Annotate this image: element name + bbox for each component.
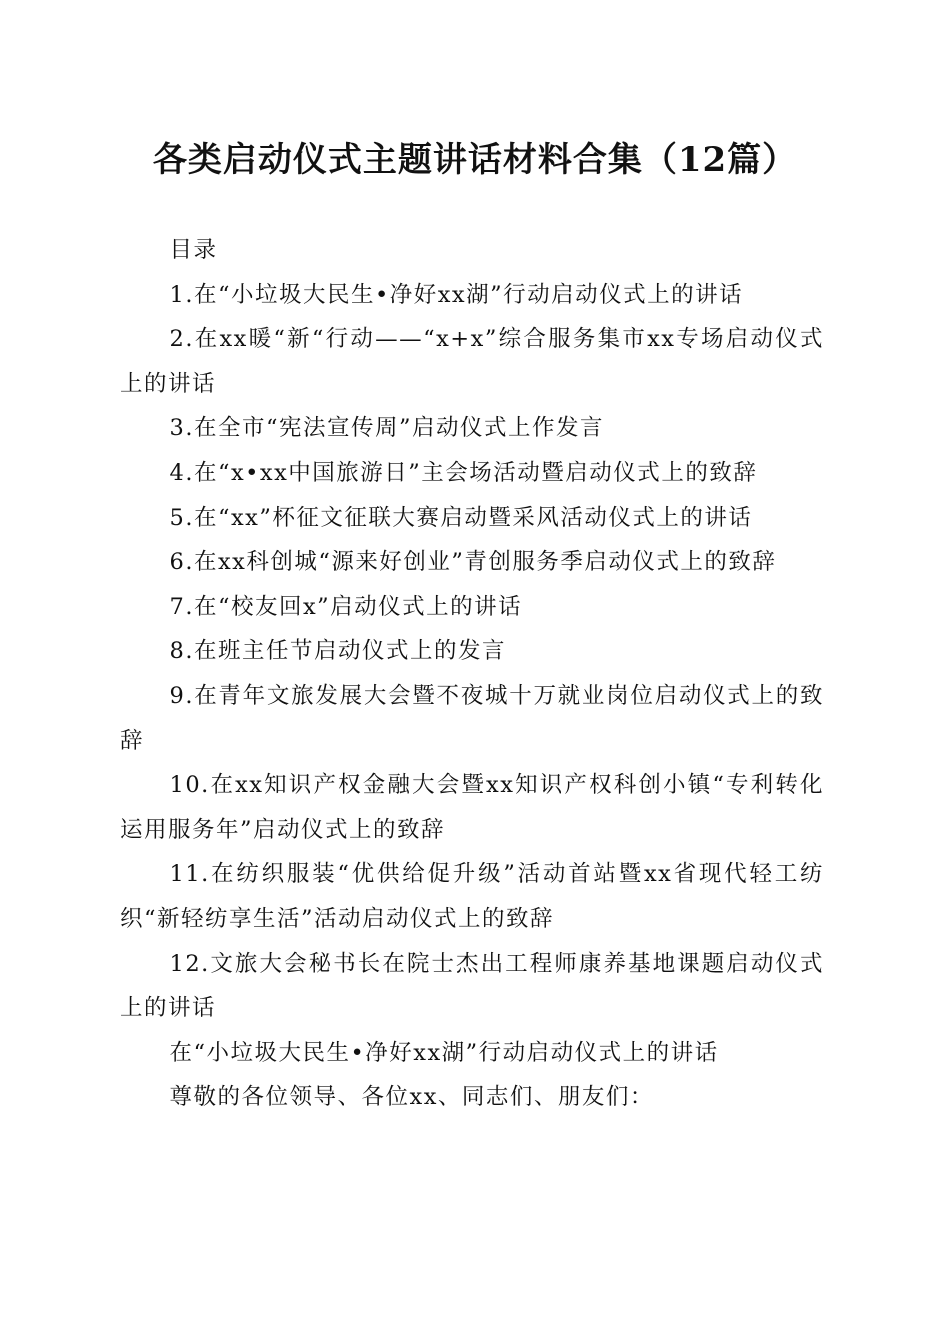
document-body	[120, 228, 824, 1120]
toc-item-4: 4.在“x•xx中国旅游日”主会场活动暨启动仪式上的致辞	[169, 459, 758, 486]
toc-item-11: 11.在纺织服装“优供给促升级”活动首站暨xx省现代轻工纺织“新轻纺享生活”活动启动仪式上的致辞	[120, 861, 824, 932]
greeting-line: 尊敬的各位领导、各位xx、同志们、朋友们：	[169, 1084, 654, 1111]
toc-item-1: 1.在“小垃圾大民生•净好xx湖”行动启动仪式上的讲话	[169, 281, 744, 308]
toc-item-3: 3.在全市“宪法宣传周”启动仪式上作发言	[169, 415, 604, 442]
toc-item-12: 12.文旅大会秘书长在院士杰出工程师康养基地课题启动仪式上的讲话	[120, 950, 824, 1022]
section-title: 在“小垃圾大民生•净好xx湖”行动启动仪式上的讲话	[169, 1039, 719, 1066]
toc-item-9: 9.在青年文旅发展大会暨不夜城十万就业岗位启动仪式上的致辞	[120, 682, 824, 754]
document-title: 各类启动仪式主题讲话材料合集（12篇）	[152, 140, 798, 180]
toc-heading: 目录	[169, 237, 218, 263]
toc-item-5: 5.在“xx”杯征文征联大赛启动暨采风活动仪式上的讲话	[169, 504, 753, 531]
toc-item-8: 8.在班主任节启动仪式上的发言	[169, 638, 506, 665]
toc-item-2: 2.在xx暖“新“行动——“x+x”综合服务集市xx专场启动仪式上的讲话	[120, 326, 824, 397]
toc-item-7: 7.在“校友回x”启动仪式上的讲话	[169, 593, 523, 620]
toc-item-10: 10.在xx知识产权金融大会暨xx知识产权科创小镇“专利转化运用服务年”启动仪式上的致辞	[120, 772, 824, 843]
toc-item-6: 6.在xx科创城“源来好创业”青创服务季启动仪式上的致辞	[169, 549, 777, 576]
